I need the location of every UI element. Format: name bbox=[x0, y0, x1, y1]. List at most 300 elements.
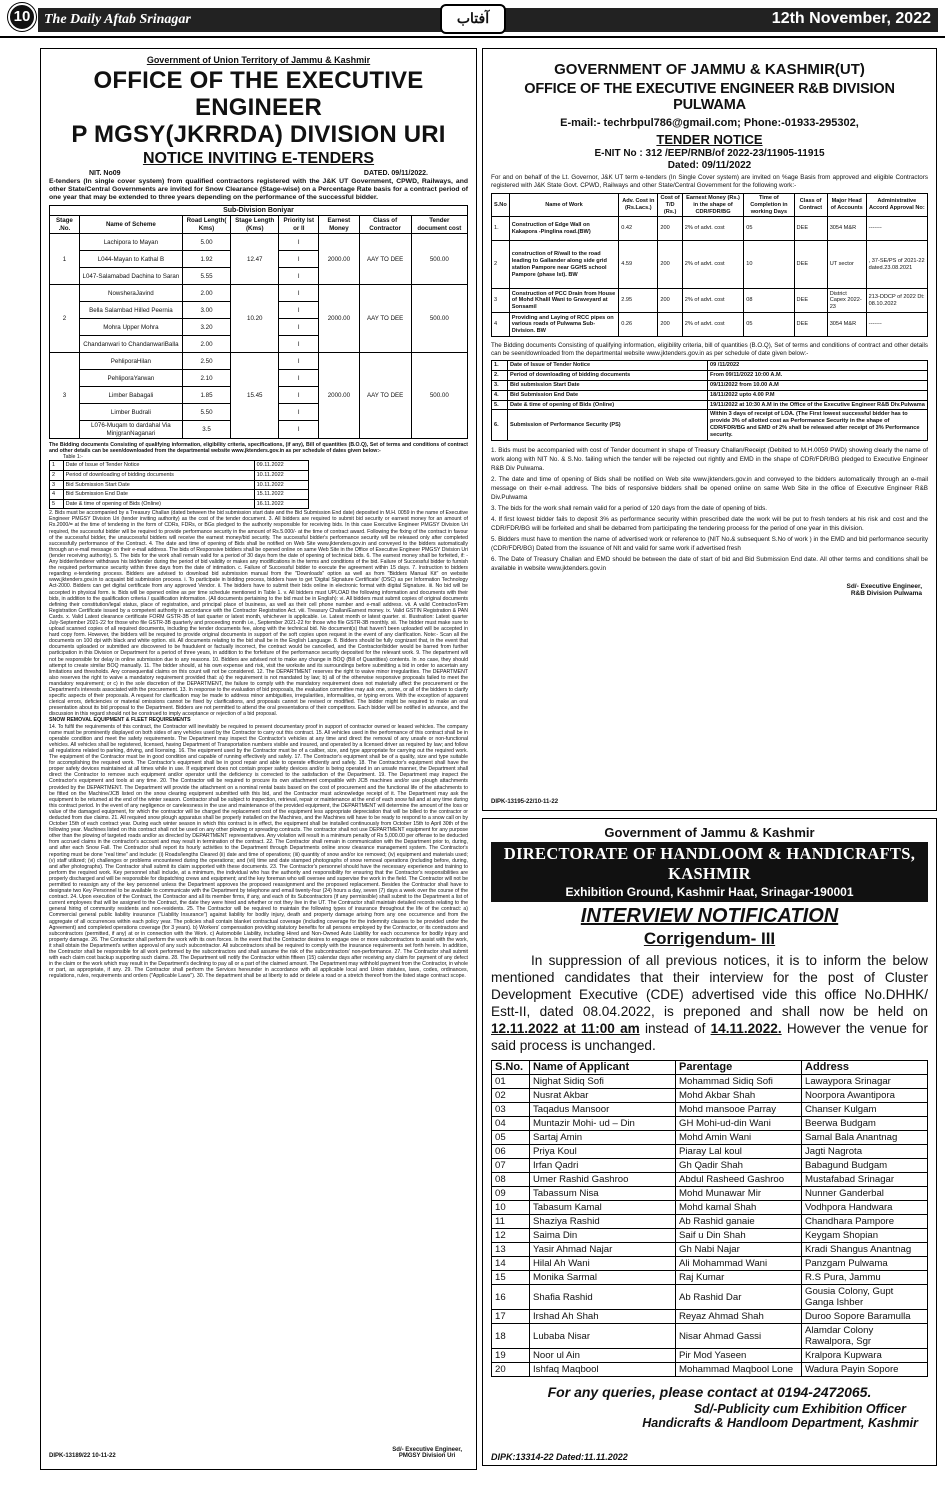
candidates-column-header: Parentage bbox=[676, 1061, 802, 1075]
uri-priority: I bbox=[279, 404, 319, 421]
pulwama-column-header: Name of Work bbox=[509, 194, 618, 217]
candidate-row bbox=[492, 1271, 928, 1285]
uri-terms-2: 14. To fulfil the requirements of this contract, the Contractor will inevitably be required to present documentary proof in support of contractor owned or leased vehicles. The company name must be prominently displayed on both sides of any vehicles used by the Contractor to carry out this contract. 15. All vehicles used in the performance of this contract shall be in operable condition and meet the safety requirements. The Department may inspect the Contractor's vehicles at any time and direct the removal of any unsafe or non-functional vehicles. All vehicles shall be registered, licensed, having Department of Transportation numbers visible and insured, and operated by a licensed driver as required by law; and follow all regulations related to parking, driving, and licensing. 16. The equipment used by the Contractor must be of a caliber, size, and type appropriate for carrying out the required work. The equipment of the Contractor must be in good condition and capable of running effectively and safely. 17. The Contractor's equipment shall be of a quality, size and type suitable for accomplishing the required work. The Contractor's equipment shall be in good repair and able to operate efficiently and safely. 18. The Contractor's equipment shall have the proper safety devices maintained at all times while in use. If equipment does not contain proper safety devices and/or is being operated in an unsafe manner, the Department shall direct the Contractor to remove such equipment and/or operator until the deficiency is corrected to the satisfaction of the Department. 19. The Department may inspect the Contractor's equipment and tools at any time. 20. The Contractor will be required to procure its own attachment compatible with JCB machines and/or use plough attachments provided by the DEPARTMENT. The Department will provide the attachment on a nominal rental basis based on the cost of procurement and the functional life of the attachments to be fitted on the Machine/JCB listed on the snow clearing equipment submitted with this bid, and the Contractor must acknowledge receipt of it. The Department may ask the equipment to be returned at the end of the winter season. Contractor shall be subject to inspection, retrieval, repair or maintenance at the end of each snow fall and at any time during this contract period. In the event of any negligence or carelessness in the use and maintenance of the provided equipment, the DEPARTMENT will determine the amount of the loss or value of the damaged equipment, for which the contractor will be charged the replacement cost of the equipment less appropriate depreciation that will be billed to the contractor or deducted from due claims. 21. All required snow plough apparatus shall be properly installed on the Machines, and the Machines will have to be ready to respond to a snow call on by October 15th of each contract year. During each winter season in which this contract is in effect, the equipment shall be installed continuously from October 15th to April 30th of the following year. Machines listed on this contract shall not be used on any other plowing or spreading contracts. The contractor shall not use DEPARTMENT equipment for any purpose other than the plowing of targeted roads and/or as directed by DEPARTMENT representatives. Any violation will result in a minimum penalty of Rs 5,000.00 per offense to be deducted from accrued claims in the contractor's account and may result in termination of the contract. 22. The Contractor shall remain in communication with the Department prior to, during, and after each Snow Fall. The Contractor shall report its hourly activities to the Department through Departments online snow clearance management system. The Contractor's reporting must be done "real time" and include: (i) Roads/lengths Cleared (ii) date and time of operations; (iii) quantity of snow and/or ice removed; (iv) equipment and materials used; (v) staff utilized; (vi) challenges or problems encountered during the operations; and (vii) time and date stamped photographs of snow removal operations (including before, during, and after photographs). The Contractor shall submit its claim supported with these documents. 23. The Contractor's personnel should have the necessary experience and training to perform the required work. Key personnel shall include, at a minimum, the individual who has the authority and responsibility for ensuring that the Contractor's responsibilities are properly discharged and will be responsible for dispatching crews and equipment; and the key foreman who will oversee and supervise the work in the field. The Contractor will not be permitted to reassign any of the key personnel unless the Department approves the proposed reassignment and the proposed replacement. Besides the Contractor shall have to designate two Key Personnel to be available to communicate with the Department by telephone and email twenty-four (24) hours a day, seven (7) days a week over the course of the contract. 24. Upon execution of the Contract, the Contractor and all its member firms, if any, and each of its Subcontractors (if any permissible) shall submit to the Department a list of current employees that will be assigned to the Contract, the date they were hired and whether or not they live in the UT. The Contractor shall maintain detailed records relating to the general hiring of community residents and non-residents. 25. The Contractor will be required to maintain the following types of insurance throughout the life of the contract: a) Commercial general public liability insurance ("Liability Insurance") against liability for bodily injury, death and property damage arising from any one occurrence and from the aggregate of all occurrences within each policy year. The policies shall contain blanket contractual coverage (including coverage for the indemnity clauses to be provided under the Agreement) and completed operations coverage (for 3 years). b) Workers' compensation providing statutory benefits for all persons employed by the Contractor, or its contractors and subcontractors (permitted, if any) at or in connection with the Work. c) Automobile Liability, including Hired and Non-Owned Auto Liability for each occurrence for bodily injury and property damage. 26. The Contractor shall perform the work with its own forces. In the event that the Contractor desires to engage one or more subcontractors to assist with the work, it shall obtain the Department's written approval of any such subcontractor. All subcontractors shall be required to comply with the insurance requirements set forth herein. In addition, the Contractor shall be responsible for all work performed by the subcontractors and shall assume the risk of the subcontractors' non-performance. 27. The Contractor shall submit with each claim cost backup supporting such claims. 28. The Department will notify the Contractor within fifteen (15) calendar days after receiving any claim for payment of any defect in the claim or the work which may result in the Department's declining to pay all or a part of the claimed amount. The Department may withhold payment from the Contractor, in whole or part, as appropriate, if any. 29. The Contractor shall perform the Services hereunder in accordance with all applicable local and Union statutes, laws, codes, ordinances, regulations, rules, requirements and orders ("Applicable Laws"). 30. The department shall be at liberty to add or delete a road or a stretch thereof from the listed stage contract scope. bbox=[49, 723, 468, 980]
candidate-cell: 11 bbox=[492, 1215, 530, 1229]
uri-scheme-name: Chandanwari to ChandanwariBalla bbox=[79, 336, 182, 353]
uri-schedule-cell: 5 bbox=[50, 499, 64, 509]
candidate-row bbox=[492, 1131, 928, 1145]
uri-scheme-name: Mohra Upper Mohra bbox=[79, 319, 182, 336]
uri-terms: 2. Bids must be accompanied by a Treasury Challan (dated between the bid submission start date and the Bid Submission End date) deposited in M.H. 0059 in the name of Executive Engineer PMGSY Division Uri (tender inviting authority) as the cost of the tender document. 3. All bidders are required to submit bid security or earnest money for an amount of Rs.2000/= at the time of tendering in the form of CDRs, FDRs, or BGs pledged to the authority responsible for receiving bids. In this case Executive Engineer PMGSY Division Uri required, the successful bidder will be required to provide performance security in the amount of Rs.5.000/- at the time of contract award. Following the fixing of the contract in favour of the successful bidder, the unsuccessful bidders will receive the earnest money/bid security. The successful bidder's performance security will be released only after completed successfully performance of the Contract. 4. The date and time of opening of Bids shall be notified on Web Site www.jktenders.gov.in and conveyed to the bidders automatically through an e-mail message on their e-mail address. The bids of Responsive bidders shall be opened online on same Web Site in the Office of Executive Engineer PMGSY Division Uri (tender receiving authority). 5. The bids for the work shall remain valid for a period of 30 days from the date of opening of technical bids. 6. The earnest money shall be forfeited, if: - Any bidder/tenderer withdraws his bid/tender during the period of bid validity or makes any modifications in the terms and conditions of the bid. Failure of Successful bidder to furnish the required performance security within three days from the date of intimation. c. Failure of Successful bidder to execute the agreement within 15 days. 7. Instruction to bidders regarding e-tendering process. Bidders are advised to download bid submission manual from the "Downloads" option as well as from "Bidders Manual Kit" on website www.jktenders.gov.in to acquaint bid submission process. i. To participate in bidding process, bidders have to get 'Digital Signature Certificate' (DSC) as per Information Technology Act-2000. Bidders can get digital certificate from any approved Vendor. ii. The bidders have to submit their bids online in electronic format with digital Signature. iii. No bid will be accepted in physical form. iv. Bids will be opened online as per time schedule mentioned in Table 1. v. All bidders must UPLOAD the following information and documents with their bids, in addition to the qualification criteria / qualification information. (All documents pertaining to the bid must be in English): vi. All bidders must submit copies of original documents defining their constitution/legal status, place of registration, and principal place of business, as well as their cell phone number and e-mail address. vii. A valid Contractor/Firm Registration Certificate issued by a competent authority in accordance with the Contractor Registration Act. viii. Treasury Challan/Earnest money. ix. Valid GSTIN Registration & PAN Cards. x. Valid Latest clearance certificate FORM GSTR-3B of last quarter or latest month, whichever is applicable. i.e. Latest month or latest quarter. xi. Illustration: Latest quarter July-September 2021-22 for those who file GSTR-3B quarterly and proceeding month i.e., September 2021-22 for those who file GSTR-3B monthly. xii. The bidder must make sure to upload scanned copies of all required documents, including the tender documents fee, along with the technical bid. No document(s) that haven't been uploaded will be accepted in hard copy form. However, the bidders will be required to provide original documents in support of the soft copies upon request in the event of any clarification. Note:- Scan all the documents on 100 dpi with black and white option. xiii. All documents relating to the bid shall be in the English Language. 8. Bidders should be fully cognizant that, in the event that documents uploaded or submitted are discovered to be fraudulent or factually incorrect, the contract would be cancelled, and the Contractor/bidder would be barred from further participation in this Division or Department for a period of three years, in addition to the forfeiture of the performance security deposited for the relevant work. 9. The department will not be responsible for delay in online submission due to any reasons. 10. Bidders are advised not to make any change in BOQ (Bill of Quantities) contents. In .no case, they should attempt to create similar BOQ manually. 11. The bidder should, at his own expense and risk, visit the worksite and its surroundings before submitting a bid in order to ascertain any limitations and thresholds. Any consequential claims on this count will not be considered. 12. The DEPARTMENT reserves the right to waive minor irregularities. The DEPARTMENT also reserves the right to waive a mandatory requirement provided that: a) the requirement is not mandated by law; b) all of the otherwise responsive proposals failed to meet the mandatory requirement; or c) in the sole discretion of the DEPARTMENT, the failure to comply with the mandatory requirement does not materially affect the procurement or the Department's interests associated with the procurement. 13. In response to the evaluation of bid proposals, the evaluation committee may ask one, some, or all of the bidders to clarify specific aspects of their proposals. A request for clarification may be made to address minor ambiguities, irregularities, informalities, or typing errors. With the exception of apparent clerical errors, deficiencies or material omissions cannot be fixed by clarifications, and proposals cannot be revised or modified. The bidder might be required to make an oral presentation about its bid proposal to the Department. Bidders are not permitted to attend the oral presentations of their competitors. Each bidder will be notified in advance, and the discussion in this regard should not be construed to imply acceptance or rejection of a bid proposal. bbox=[49, 510, 468, 718]
pulwama-work-cell: 05 bbox=[744, 313, 794, 337]
uri-stage-number: 1 bbox=[50, 234, 80, 285]
uri-table-row bbox=[50, 234, 468, 251]
uri-scheme-name: PehliporaYarwan bbox=[79, 370, 182, 387]
pulwama-gov-header: GOVERNMENT OF JAMMU & KASHMIR(UT) bbox=[554, 61, 865, 78]
pulwama-column-header: Adv. Cost in (Rs.Lacs.) bbox=[619, 194, 658, 217]
uri-road-length: 5.50 bbox=[182, 404, 230, 421]
candidate-cell: Tabasum Kamal bbox=[530, 1201, 676, 1215]
uri-scheme-name: Limber Budrali bbox=[79, 404, 182, 421]
uri-table-row bbox=[50, 285, 468, 302]
pulwama-work-row bbox=[492, 289, 928, 313]
candidate-row bbox=[492, 1201, 928, 1215]
candidate-cell: Mohd kamal Shah bbox=[676, 1201, 802, 1215]
pulwama-column-header: Earnest Money (Rs.) in the shape of CDR/FDR/BG bbox=[682, 194, 743, 217]
uri-scheme-name: L047-Salamabad Dachina to Saran bbox=[79, 268, 182, 285]
pulwama-schedule-cell: 1. bbox=[492, 361, 508, 371]
pulwama-signature-1: Sd/- Executive Engineer, bbox=[846, 582, 922, 590]
candidate-cell: Monika Sarmal bbox=[530, 1271, 676, 1285]
uri-schedule-cell: 1 bbox=[50, 461, 64, 471]
pulwama-work-cell: 3 bbox=[492, 289, 510, 313]
candidate-row bbox=[492, 1103, 928, 1117]
candidate-cell: Lubaba Nisar bbox=[530, 1324, 676, 1349]
uri-schedule-cell: Bid Submission Start Date bbox=[63, 480, 254, 490]
pulwama-work-cell: 1. bbox=[492, 217, 510, 241]
uri-schedule-cell: Date of Issue of Tender Notice bbox=[63, 461, 254, 471]
candidate-cell: Gh Nabi Najar bbox=[676, 1243, 802, 1257]
pulwama-contact: E-mail:- techrbpul786@gmail.com; Phone:-01933-295302, bbox=[560, 117, 859, 129]
candidate-cell: Irfan Qadri bbox=[530, 1159, 676, 1173]
pulwama-work-row bbox=[492, 241, 928, 289]
uri-scheme-name: Lachipora to Mayan bbox=[79, 234, 182, 251]
candidate-cell: 07 bbox=[492, 1159, 530, 1173]
pulwama-schedule-cell: Bid submission Start Date bbox=[508, 380, 708, 390]
candidate-row bbox=[492, 1187, 928, 1201]
uri-schedule-table bbox=[49, 460, 309, 509]
uri-road-length: 1.92 bbox=[182, 251, 230, 268]
uri-column-header: Name of Scheme bbox=[79, 216, 182, 234]
candidate-row bbox=[492, 1159, 928, 1173]
candidate-cell: 04 bbox=[492, 1117, 530, 1131]
pulwama-work-cell: Construction of Edge Wall on Kakapora -Pinglina road.(BW) bbox=[509, 217, 618, 241]
pulwama-work-cell: DEE bbox=[794, 217, 827, 241]
pulwama-term: 2. The date and time of opening of Bids shall be notified on Web site www.jktenders.gov.in and conveyed to the bidders automatically through an e-mail message on their e-mail address. The bids of responsive bidders shall be opened online on same Web Site in the office of Executive Engineer R&B Div.Pulwama bbox=[491, 475, 928, 501]
candidate-row bbox=[492, 1075, 928, 1089]
pulwama-schedule-row bbox=[492, 390, 928, 400]
candidate-cell: Shaziya Rashid bbox=[530, 1215, 676, 1229]
pulwama-tender-ad bbox=[482, 48, 937, 811]
uri-schedule-cell: 09.11.2022 bbox=[254, 461, 308, 471]
uri-stage-table bbox=[49, 205, 468, 439]
pulwama-term: 1. Bids must be accompanied with cost of Tender document in shape of Treasury Challan/Receipt (Debited to M.H.0059 PWD) showing clearly the name of work along with NIT No. & S.No. failing which the tender will be rejected out rightly and EMD in the shape of CDR/FDR/BG pledged to Executive Engineer R&B Div Pulwama. bbox=[491, 446, 928, 472]
candidate-cell: 06 bbox=[492, 1145, 530, 1159]
uri-road-length: 2.10 bbox=[182, 370, 230, 387]
pulwama-work-cell: 4 bbox=[492, 313, 510, 337]
candidate-cell: 01 bbox=[492, 1075, 530, 1089]
candidate-cell: Nighat Sidiq Sofi bbox=[530, 1075, 676, 1089]
candidate-cell: Nisar Ahmad Gassi bbox=[676, 1324, 802, 1349]
pulwama-dated: Dated: 09/11/2022 bbox=[667, 160, 752, 171]
candidate-cell: Mohd mansooe Parray bbox=[676, 1103, 802, 1117]
pulwama-schedule-cell: 3. bbox=[492, 380, 508, 390]
candidate-cell: Samal Bala Anantnag bbox=[802, 1131, 928, 1145]
candidate-cell: Beerwa Budgam bbox=[802, 1117, 928, 1131]
uri-column-header: Tender document cost bbox=[411, 216, 467, 234]
pulwama-schedule-cell: 09/11/2022 from 10.00 A.M bbox=[708, 380, 928, 390]
uri-nit-no: NIT. No09 bbox=[89, 170, 121, 177]
candidate-row bbox=[492, 1117, 928, 1131]
candidate-cell: 14 bbox=[492, 1257, 530, 1271]
pulwama-enit: E-NIT No : 312 /EEP/RNB/of 2022-23/11905-11915 bbox=[594, 148, 825, 159]
candidate-cell: Babagund Budgam bbox=[802, 1159, 928, 1173]
uri-schedule-cell: 15.11.2022 bbox=[254, 490, 308, 500]
pulwama-column-header: S.No bbox=[492, 194, 510, 217]
pulwama-work-cell: 2.95 bbox=[619, 289, 658, 313]
uri-road-length: 1.85 bbox=[182, 387, 230, 404]
handloom-notice-ad bbox=[482, 818, 937, 1466]
uri-column-header: Class of Contractor bbox=[359, 216, 411, 234]
candidate-cell: Wadura Payin Sopore bbox=[802, 1363, 928, 1377]
candidate-cell: Kradi Shangus Anantnag bbox=[802, 1243, 928, 1257]
uri-class: AAY TO DEE bbox=[359, 234, 411, 285]
candidate-cell: Ab Rashid ganaie bbox=[676, 1215, 802, 1229]
candidate-row bbox=[492, 1173, 928, 1187]
pulwama-terms bbox=[491, 446, 928, 573]
pulwama-work-cell: 0.26 bbox=[619, 313, 658, 337]
uri-road-length: 3.20 bbox=[182, 319, 230, 336]
candidate-cell: Mohd Akbar Shah bbox=[676, 1089, 802, 1103]
uri-scheme-name: NowsheraJavind bbox=[79, 285, 182, 302]
pulwama-work-cell: 2% of advt. cost bbox=[682, 313, 743, 337]
pulwama-column-header: Time of Completion in working Days bbox=[744, 194, 794, 217]
uri-class: AAY TO DEE bbox=[359, 285, 411, 353]
candidate-cell: Saif u Din Shah bbox=[676, 1229, 802, 1243]
candidate-cell: Raj Kumar bbox=[676, 1271, 802, 1285]
uri-cost: 500.00 bbox=[411, 353, 467, 439]
pulwama-work-row bbox=[492, 313, 928, 337]
uri-scheme-name: L044-Mayan to Kathal B bbox=[79, 251, 182, 268]
pulwama-work-cell: 4.59 bbox=[619, 241, 658, 289]
handloom-para-2: instead of bbox=[639, 1021, 711, 1036]
uri-schedule-row bbox=[50, 461, 309, 471]
pulwama-term: 6. The Date of Treasury Challan and EMD should be between the date of start of bid and Bid Submission End date. All other terms and conditions shall be available in website www.jktenders.gov.in bbox=[491, 555, 928, 572]
uri-priority: I bbox=[279, 353, 319, 370]
pulwama-column-header: Cost of T/D (Rs.) bbox=[658, 194, 682, 217]
candidates-column-header: S.No. bbox=[492, 1061, 530, 1075]
candidate-cell: 20 bbox=[492, 1363, 530, 1377]
pulwama-schedule-cell: 2. bbox=[492, 371, 508, 381]
handloom-paragraph bbox=[491, 952, 928, 1054]
uri-schedule-cell: 4 bbox=[50, 490, 64, 500]
handloom-new-date: 12.11.2022 at 11:00 am bbox=[491, 1021, 640, 1036]
uri-cost: 500.00 bbox=[411, 234, 467, 285]
pulwama-term: 3. The bids for the work shall remain valid for a period of 120 days from the date of opening of bids. bbox=[491, 504, 768, 512]
candidate-cell: Kralpora Kupwara bbox=[802, 1349, 928, 1363]
candidate-cell: Alamdar Colony Rawalpora, Sgr bbox=[802, 1324, 928, 1349]
pulwama-work-cell: 200 bbox=[658, 313, 682, 337]
candidate-cell: 03 bbox=[492, 1103, 530, 1117]
pulwama-work-cell: construction of R/wall to the road leading to Gallander along side grid station Pampore near GGHS school Pampore (phase Ist). BW bbox=[509, 241, 618, 289]
pulwama-schedule-cell: 6. bbox=[492, 410, 508, 440]
candidate-cell: Gousia Colony, Gupt Ganga Ishber bbox=[802, 1285, 928, 1310]
candidate-cell: Taqadus Mansoor bbox=[530, 1103, 676, 1117]
candidate-cell: Keygam Shopian bbox=[802, 1229, 928, 1243]
candidate-cell: Priya Koul bbox=[530, 1145, 676, 1159]
uri-priority: I bbox=[279, 421, 319, 439]
pulwama-schedule-cell: From 09/11/2022 10:00 A.M. bbox=[708, 371, 928, 381]
candidate-cell: 13 bbox=[492, 1243, 530, 1257]
uri-priority: I bbox=[279, 234, 319, 251]
handloom-gov-header: Government of Jammu & Kashmir bbox=[604, 825, 815, 840]
uri-road-length: 5.55 bbox=[182, 268, 230, 285]
pulwama-column-header: Major Head of Accounts bbox=[827, 194, 866, 217]
candidate-cell: GH Mohi-ud-din Wani bbox=[676, 1117, 802, 1131]
uri-column-header: Earnest Money bbox=[319, 216, 359, 234]
pulwama-schedule-cell: Bid Submission End Date bbox=[508, 390, 708, 400]
pulwama-column-header: Administrative Accord Approval No: bbox=[866, 194, 927, 217]
uri-schedule-row bbox=[50, 499, 309, 509]
uri-scheme-name: PehliporaHilan bbox=[79, 353, 182, 370]
pulwama-work-cell: 3054 M&R bbox=[827, 217, 866, 241]
pulwama-work-cell: 2 bbox=[492, 241, 510, 289]
uri-stage-length: 10.20 bbox=[231, 285, 279, 353]
candidate-cell: Pir Mod Yaseen bbox=[676, 1349, 802, 1363]
candidate-cell: Noorpora Awantipora bbox=[802, 1089, 928, 1103]
uri-road-length: 3.00 bbox=[182, 302, 230, 319]
candidate-cell: Noor ul Ain bbox=[530, 1349, 676, 1363]
pulwama-schedule-cell: Within 3 days of receipt of LOA. (The First lowest successful bidder has to provide 3% of allotted cost as Performance Security in the shape of CDR/FDR/BG and EMD of 2% shall be released after receipt of 3% Performance security. bbox=[708, 410, 928, 440]
pulwama-schedule-cell: Date & time of opening of Bids (Online) bbox=[508, 400, 708, 410]
pulwama-work-cell: District Capex 2022-23 bbox=[827, 289, 866, 313]
handloom-queries: For any queries, please contact at 0194-2472065. bbox=[547, 1384, 872, 1400]
uri-signature-1: Sd/- Executive Engineer, bbox=[392, 1447, 462, 1453]
uri-schedule-row bbox=[50, 490, 309, 500]
candidate-row bbox=[492, 1310, 928, 1324]
uri-priority: I bbox=[279, 387, 319, 404]
pulwama-schedule-row bbox=[492, 380, 928, 390]
pulwama-dipk: DIPK-13195-22/10-11-22 bbox=[491, 799, 559, 805]
pulwama-column-header: Class of Contract bbox=[794, 194, 827, 217]
candidate-cell: 09 bbox=[492, 1187, 530, 1201]
pulwama-schedule-cell: Submission of Performance Security (PS) bbox=[508, 410, 708, 440]
pulwama-work-cell: 200 bbox=[658, 289, 682, 313]
pulwama-work-cell: DEE bbox=[794, 289, 827, 313]
candidate-cell: 17 bbox=[492, 1310, 530, 1324]
uri-intro: E-tenders (In single cover system) from qualified contractors registered with the J&K UT Government, CPWD, Railways, and other State/Central Governments are invited for Snow Clearance (Stage-wise) on a Percentage Rate basis for a contract period of one year that may be extended to three years depending on the performance of the successful bidder. bbox=[49, 178, 468, 201]
pulwama-tender-heading: TENDER NOTICE bbox=[656, 132, 763, 147]
candidate-cell: Shafia Rashid bbox=[530, 1285, 676, 1310]
uri-road-length: 3.5 bbox=[182, 421, 230, 439]
candidate-cell: Mohammad Sidiq Sofi bbox=[676, 1075, 802, 1089]
uri-earnest: 2000.00 bbox=[319, 285, 359, 353]
candidate-cell: 02 bbox=[492, 1089, 530, 1103]
uri-stage-number: 2 bbox=[50, 285, 80, 353]
uri-table1-label: Table 1:- bbox=[63, 454, 83, 461]
handloom-para-3: However the venue for said process is unchanged. bbox=[491, 1021, 928, 1053]
candidate-cell: Saima Din bbox=[530, 1229, 676, 1243]
newspaper-logo: آفتاب bbox=[440, 4, 506, 34]
candidate-cell: R.S Pura, Jammu bbox=[802, 1271, 928, 1285]
candidate-row bbox=[492, 1285, 928, 1310]
pulwama-schedule-table bbox=[491, 360, 928, 440]
uri-scheme-name: L076-Muqam to dardahal Via MinjgranNaganari bbox=[79, 421, 182, 439]
pulwama-work-cell: ------- bbox=[866, 217, 927, 241]
candidate-cell: Vodhpora Handwara bbox=[802, 1201, 928, 1215]
handloom-dipk: DIPK:13314-22 Dated:11.11.2022 bbox=[491, 1452, 628, 1462]
uri-schedule-cell: Date & time of opening of Bids (Online) bbox=[63, 499, 254, 509]
pulwama-work-cell: 10 bbox=[744, 241, 794, 289]
candidate-cell: Nunner Ganderbal bbox=[802, 1187, 928, 1201]
pulwama-work-cell: DEE bbox=[794, 241, 827, 289]
uri-column-header: Priority Ist or II bbox=[279, 216, 319, 234]
handloom-signature-1: Sd/-Publicity cum Exhibition Officer bbox=[693, 1402, 906, 1416]
pulwama-term: 5. Bidders must have to mention the name of advertised work or reference to (NIT No.& subsequent S.No of work ) in the EMD and bid performance security (CDR/FDR/BG) Dated from the issuance of NIt and valid for same work if advertised fresh bbox=[491, 535, 928, 552]
candidate-cell: Jagti Nagrota bbox=[802, 1145, 928, 1159]
candidate-cell: Chanser Kulgam bbox=[802, 1103, 928, 1117]
candidate-cell: 08 bbox=[492, 1173, 530, 1187]
uri-stage-length: 15.45 bbox=[231, 353, 279, 439]
uri-dipk: DIPK-13189/22 10-11-22 bbox=[49, 1453, 120, 1459]
pulwama-work-cell: 2% of advt. cost bbox=[682, 241, 743, 289]
pulwama-schedule-cell: 4. bbox=[492, 390, 508, 400]
uri-schedule-cell: 16.11.2022 bbox=[254, 499, 308, 509]
uri-earnest: 2000.00 bbox=[319, 353, 359, 439]
candidate-cell: Muntazir Mohi- ud – Din bbox=[530, 1117, 676, 1131]
uri-tender-ad bbox=[40, 48, 477, 1470]
candidates-column-header: Address bbox=[802, 1061, 928, 1075]
candidate-cell: 15 bbox=[492, 1271, 530, 1285]
uri-dated: DATED. 09/11/2022. bbox=[363, 170, 428, 177]
candidate-cell: Ali Mohammad Wani bbox=[676, 1257, 802, 1271]
uri-road-length: 2.00 bbox=[182, 336, 230, 353]
uri-scheme-name: Limber Babagali bbox=[79, 387, 182, 404]
candidate-cell: Yasir Ahmad Najar bbox=[530, 1243, 676, 1257]
pulwama-schedule-cell: 5. bbox=[492, 400, 508, 410]
candidate-row bbox=[492, 1229, 928, 1243]
uri-schedule-cell: 10.11.2022 bbox=[254, 480, 308, 490]
pulwama-work-cell: 200 bbox=[658, 241, 682, 289]
uri-schedule-cell: 2 bbox=[50, 470, 64, 480]
candidate-cell: Sartaj Amin bbox=[530, 1131, 676, 1145]
pulwama-work-cell: 200 bbox=[658, 217, 682, 241]
uri-notice-heading: NOTICE INVITING E-TENDERS bbox=[142, 150, 375, 167]
candidates-column-header: Name of Applicant bbox=[530, 1061, 676, 1075]
uri-column-header: Stage .No. bbox=[50, 216, 80, 234]
uri-scheme-name: Bella Salambad Hilled Peernia bbox=[79, 302, 182, 319]
candidate-cell: Hilal Ah Wani bbox=[530, 1257, 676, 1271]
candidate-cell: Reyaz Ahmad Shah bbox=[676, 1310, 802, 1324]
pulwama-work-row bbox=[492, 217, 928, 241]
uri-priority: I bbox=[279, 370, 319, 387]
candidate-cell: Tabassum Nisa bbox=[530, 1187, 676, 1201]
candidate-cell: 19 bbox=[492, 1349, 530, 1363]
candidate-row bbox=[492, 1257, 928, 1271]
candidate-cell: Panzgam Pulwama bbox=[802, 1257, 928, 1271]
issue-date: 12th November, 2022 bbox=[771, 10, 931, 27]
uri-column-header: Stage Length (Kms) bbox=[231, 216, 279, 234]
candidate-row bbox=[492, 1089, 928, 1103]
uri-priority: I bbox=[279, 302, 319, 319]
uri-priority: I bbox=[279, 319, 319, 336]
pulwama-work-cell: 3054 M&R bbox=[827, 313, 866, 337]
uri-subdivision: Sub-Division Boniyar bbox=[50, 206, 468, 216]
uri-priority: I bbox=[279, 285, 319, 302]
pulwama-work-cell: 08 bbox=[744, 289, 794, 313]
uri-road-length: 2.50 bbox=[182, 353, 230, 370]
uri-column-header: Road Length( Kms) bbox=[182, 216, 230, 234]
pulwama-work-cell: UT sector bbox=[827, 241, 866, 289]
candidate-cell: Abdul Rasheed Gashroo bbox=[676, 1173, 802, 1187]
pulwama-schedule-cell: 18/11/2022 upto 4.00 P.M bbox=[708, 390, 928, 400]
pulwama-schedule-cell: 19/11/2022 at 10:30 A.M in the Office of the Executive Engineer R&B Div.Pulwama bbox=[708, 400, 928, 410]
candidate-row bbox=[492, 1324, 928, 1349]
uri-cost: 500.00 bbox=[411, 285, 467, 353]
candidate-cell: Mustafabad Srinagar bbox=[802, 1173, 928, 1187]
candidate-cell: Ab Rashid Dar bbox=[676, 1285, 802, 1310]
candidate-cell: Gh Qadir Shah bbox=[676, 1159, 802, 1173]
pulwama-bidding-note: The Bidding documents Consisting of qualifying information, eligibility criteria, bill of quantities (B.O.Q), Set of terms and conditions of contract and other details can be seen/downloaded from the departmental website www.jktenders.gov.in as per schedule of date given below:- bbox=[491, 342, 928, 358]
page-number: 10 bbox=[8, 3, 36, 31]
candidate-cell: 05 bbox=[492, 1131, 530, 1145]
pulwama-work-cell: 213-DDCP of 2022 Dt: 08.10.2022 bbox=[866, 289, 927, 313]
candidate-cell: Piaray Lal koul bbox=[676, 1145, 802, 1159]
pulwama-schedule-row bbox=[492, 400, 928, 410]
handloom-candidates-table bbox=[491, 1060, 928, 1377]
uri-gov-header: Government of Union Territory of Jammu & Kashmir bbox=[146, 55, 371, 65]
uri-signature-2: PMGSY Division Uri bbox=[398, 1453, 456, 1459]
uri-bidding-note: The Bidding documents Consisting of qualifying information, eligibility criteria, specifications, (if any), Bill of quantities (B.O.Q), Set of terms and conditions of contract and other details can be seen/downloaded from the departmental website www.jktenders.gov.in as per schedule of dates given below:- bbox=[49, 442, 468, 455]
handloom-corrigendum: Corrigendum- III bbox=[643, 929, 776, 948]
candidate-row bbox=[492, 1215, 928, 1229]
pulwama-work-cell: 2% of advt. cost bbox=[682, 217, 743, 241]
pulwama-intro: For and on behalf of the Lt. Governor, J&K UT term e-tenders (In Single Cover system) are invited on %age Basis from approved and eligible Contractors registered with J&K State Govt. CPWD, Railways and other State/Central Government for the following work:- bbox=[491, 174, 928, 189]
pulwama-schedule-row bbox=[492, 410, 928, 440]
uri-stage-number: 3 bbox=[50, 353, 80, 439]
uri-schedule-row bbox=[50, 480, 309, 490]
candidate-cell: Lawaypora Srinagar bbox=[802, 1075, 928, 1089]
candidate-row bbox=[492, 1243, 928, 1257]
uri-equipment-heading: SNOW REMOVAL EQUIPMENT & FLEET REQUIREMENTS bbox=[49, 717, 191, 724]
handloom-old-date: 14.11.2022. bbox=[710, 1021, 782, 1036]
pulwama-work-cell: 0.42 bbox=[619, 217, 658, 241]
candidate-cell: Umer Rashid Gashroo bbox=[530, 1173, 676, 1187]
uri-schedule-row bbox=[50, 470, 309, 480]
pulwama-works-table bbox=[491, 193, 928, 337]
uri-earnest: 2000.00 bbox=[319, 234, 359, 285]
pulwama-work-cell: , 37-SE/PS of 2021-22 dated.23.08.2021 bbox=[866, 241, 927, 289]
pulwama-work-cell: Providing and Laying of RCC pipes on various roads of Pulwama Sub-Division. BW bbox=[509, 313, 618, 337]
pulwama-work-cell: DEE bbox=[794, 313, 827, 337]
pulwama-work-cell: 05 bbox=[744, 217, 794, 241]
candidate-cell: Chandhara Pampore bbox=[802, 1215, 928, 1229]
pulwama-schedule-cell: Period of downloading of bidding documents bbox=[508, 371, 708, 381]
candidate-cell: Irshad Ah Shah bbox=[530, 1310, 676, 1324]
masthead bbox=[0, 0, 945, 38]
uri-priority: I bbox=[279, 251, 319, 268]
newspaper-name: The Daily Aftab Srinagar bbox=[44, 12, 191, 27]
uri-priority: I bbox=[279, 336, 319, 353]
pulwama-work-cell: 2% of advt. cost bbox=[682, 289, 743, 313]
pulwama-office: OFFICE OF THE EXECUTIVE ENGINEER R&B DIVISION PULWAMA bbox=[524, 81, 895, 113]
handloom-signature-2: Handicrafts & Handloom Department, Kashmir bbox=[642, 1416, 918, 1430]
candidate-cell: 12 bbox=[492, 1229, 530, 1243]
handloom-para-1: In suppression of all previous notices, it is to inform the below mentioned candidates that their interview for the post of Cluster Development Executive (CDE) advertised vide this office No.DHHK/ Estt-II, dated 08.04.2022, is preponed and shall now be held on bbox=[491, 953, 928, 1019]
candidate-cell: Nusrat Akbar bbox=[530, 1089, 676, 1103]
uri-schedule-cell: 3 bbox=[50, 480, 64, 490]
uri-road-length: 5.00 bbox=[182, 234, 230, 251]
candidate-row bbox=[492, 1363, 928, 1377]
candidate-cell: Mohd Amin Wani bbox=[676, 1131, 802, 1145]
pulwama-signature-2: R&B Division Pulwama bbox=[850, 589, 922, 597]
pulwama-schedule-row bbox=[492, 361, 928, 371]
uri-class: AAY TO DEE bbox=[359, 353, 411, 439]
candidate-cell: Duroo Sopore Baramulla bbox=[802, 1310, 928, 1324]
candidate-cell: 10 bbox=[492, 1201, 530, 1215]
candidate-cell: 16 bbox=[492, 1285, 530, 1310]
candidate-row bbox=[492, 1145, 928, 1159]
candidate-cell: 18 bbox=[492, 1324, 530, 1349]
handloom-address: Exhibition Ground, Kashmir Haat, Srinagar-190001 bbox=[491, 884, 928, 902]
